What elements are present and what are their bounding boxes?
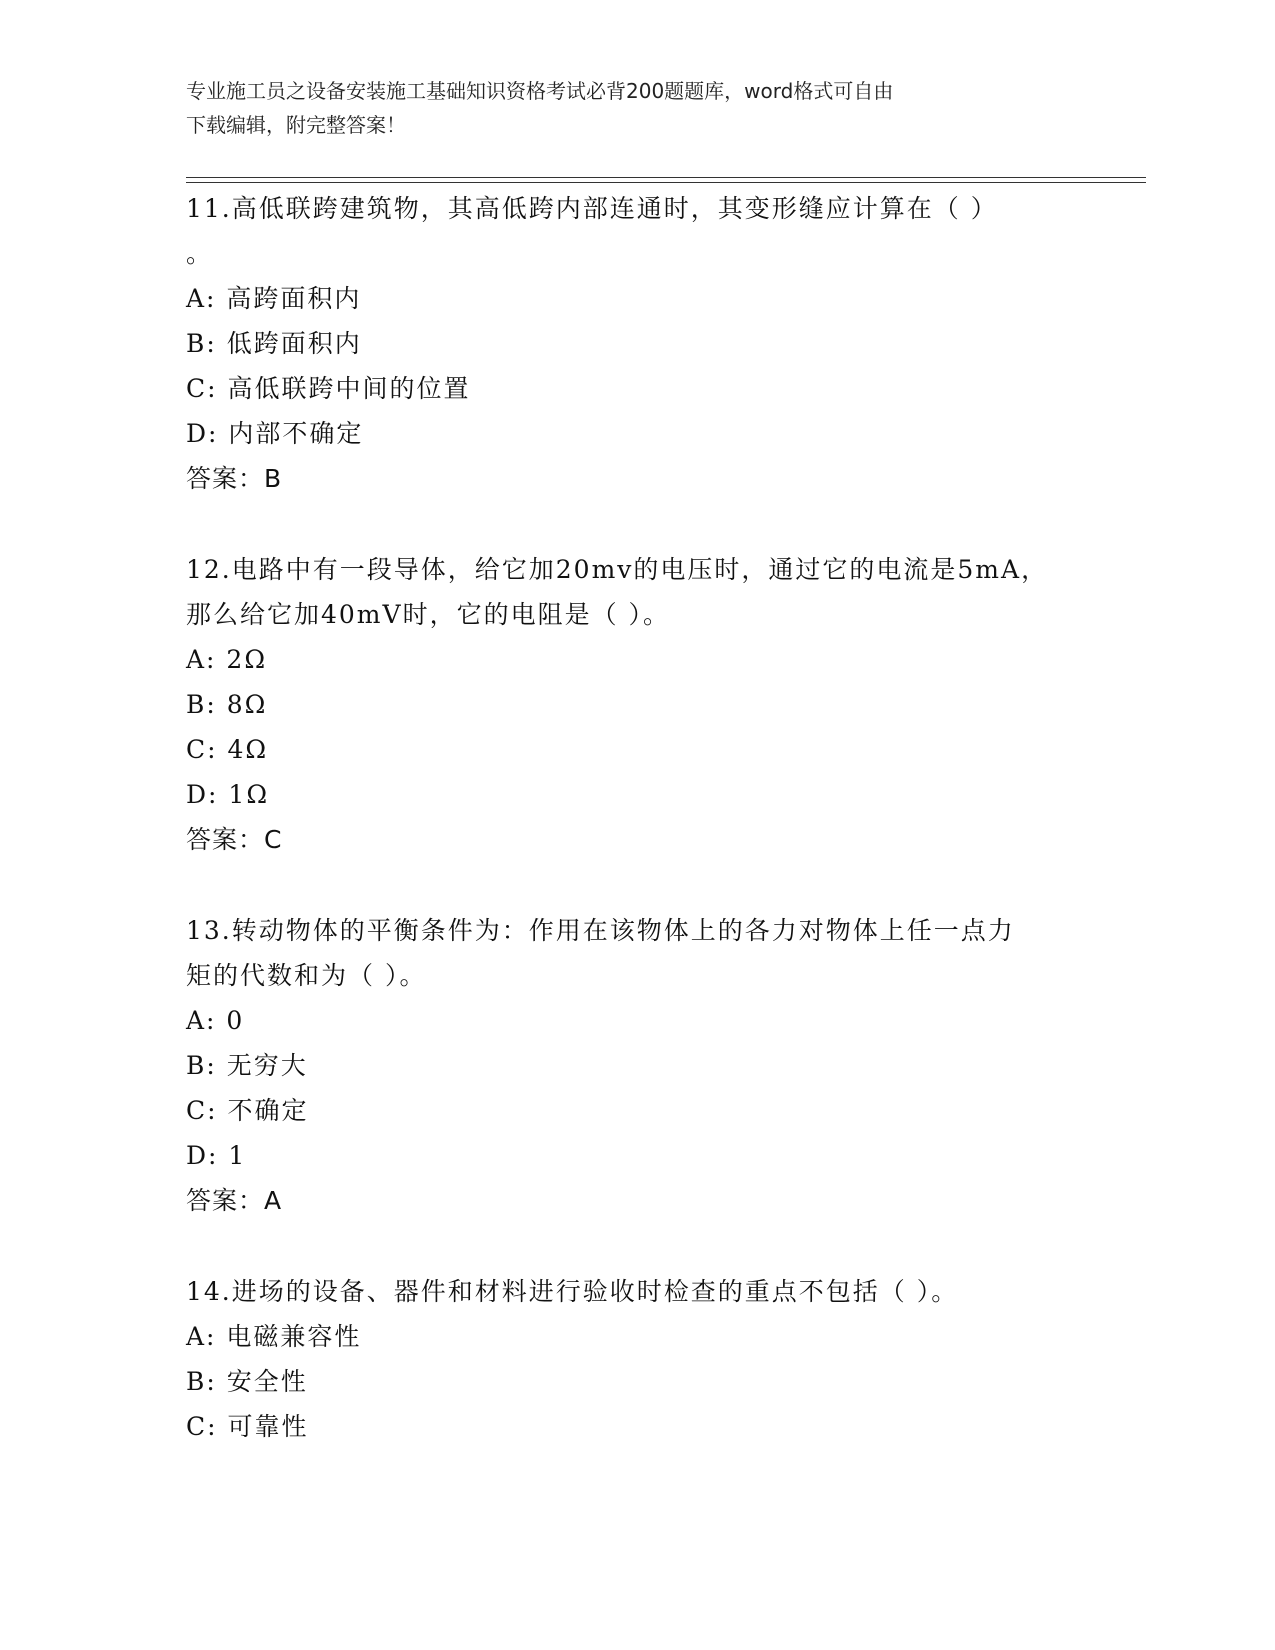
option-a: A: 高跨面积内 [186,284,362,313]
question-stem: 13.转动物体的平衡条件为：作用在该物体上的各力对物体上任一点力 [186,916,1015,945]
question-12 [186,547,1086,862]
header-line-1: 专业施工员之设备安装施工基础知识资格考试必背200题题库，word格式可自由 [186,79,894,103]
option-b: B: 8Ω [186,690,268,719]
answer-line: 答案：C [186,825,283,854]
answer-line: 答案：B [186,464,283,493]
header-divider-bottom [186,182,1146,183]
question-14 [186,1269,1086,1449]
option-a: A: 2Ω [186,645,268,674]
option-c: C: 不确定 [186,1096,309,1125]
question-11 [186,186,1086,501]
question-stem-continued: 那么给它加40mV时，它的电阻是（ ）。 [186,600,671,629]
header-line-2: 下载编辑，附完整答案！ [186,113,406,137]
option-b: B: 低跨面积内 [186,329,362,358]
option-d: D: 1Ω [186,780,270,809]
question-13 [186,908,1086,1223]
option-a: A: 0 [186,1006,245,1035]
option-d: D: 1 [186,1141,247,1170]
question-stem-continued: 。 [186,239,214,268]
option-d: D: 内部不确定 [186,419,364,448]
option-c: C: 高低联跨中间的位置 [186,374,471,403]
option-c: C: 4Ω [186,735,269,764]
question-stem: 11.高低联跨建筑物，其高低跨内部连通时，其变形缝应计算在（ ） [186,194,998,223]
question-stem: 12.电路中有一段导体，给它加20mv的电压时，通过它的电流是5mA， [186,555,1049,584]
option-b: B: 安全性 [186,1367,308,1396]
question-list [186,186,1086,1449]
header-divider-top [186,177,1146,178]
document-header [186,74,1066,142]
answer-line: 答案：A [186,1186,283,1215]
option-b: B: 无穷大 [186,1051,308,1080]
question-stem: 14.进场的设备、器件和材料进行验收时检查的重点不包括（ ）。 [186,1277,959,1306]
option-a: A: 电磁兼容性 [186,1322,362,1351]
option-c: C: 可靠性 [186,1412,309,1441]
question-stem-continued: 矩的代数和为（ ）。 [186,961,427,990]
